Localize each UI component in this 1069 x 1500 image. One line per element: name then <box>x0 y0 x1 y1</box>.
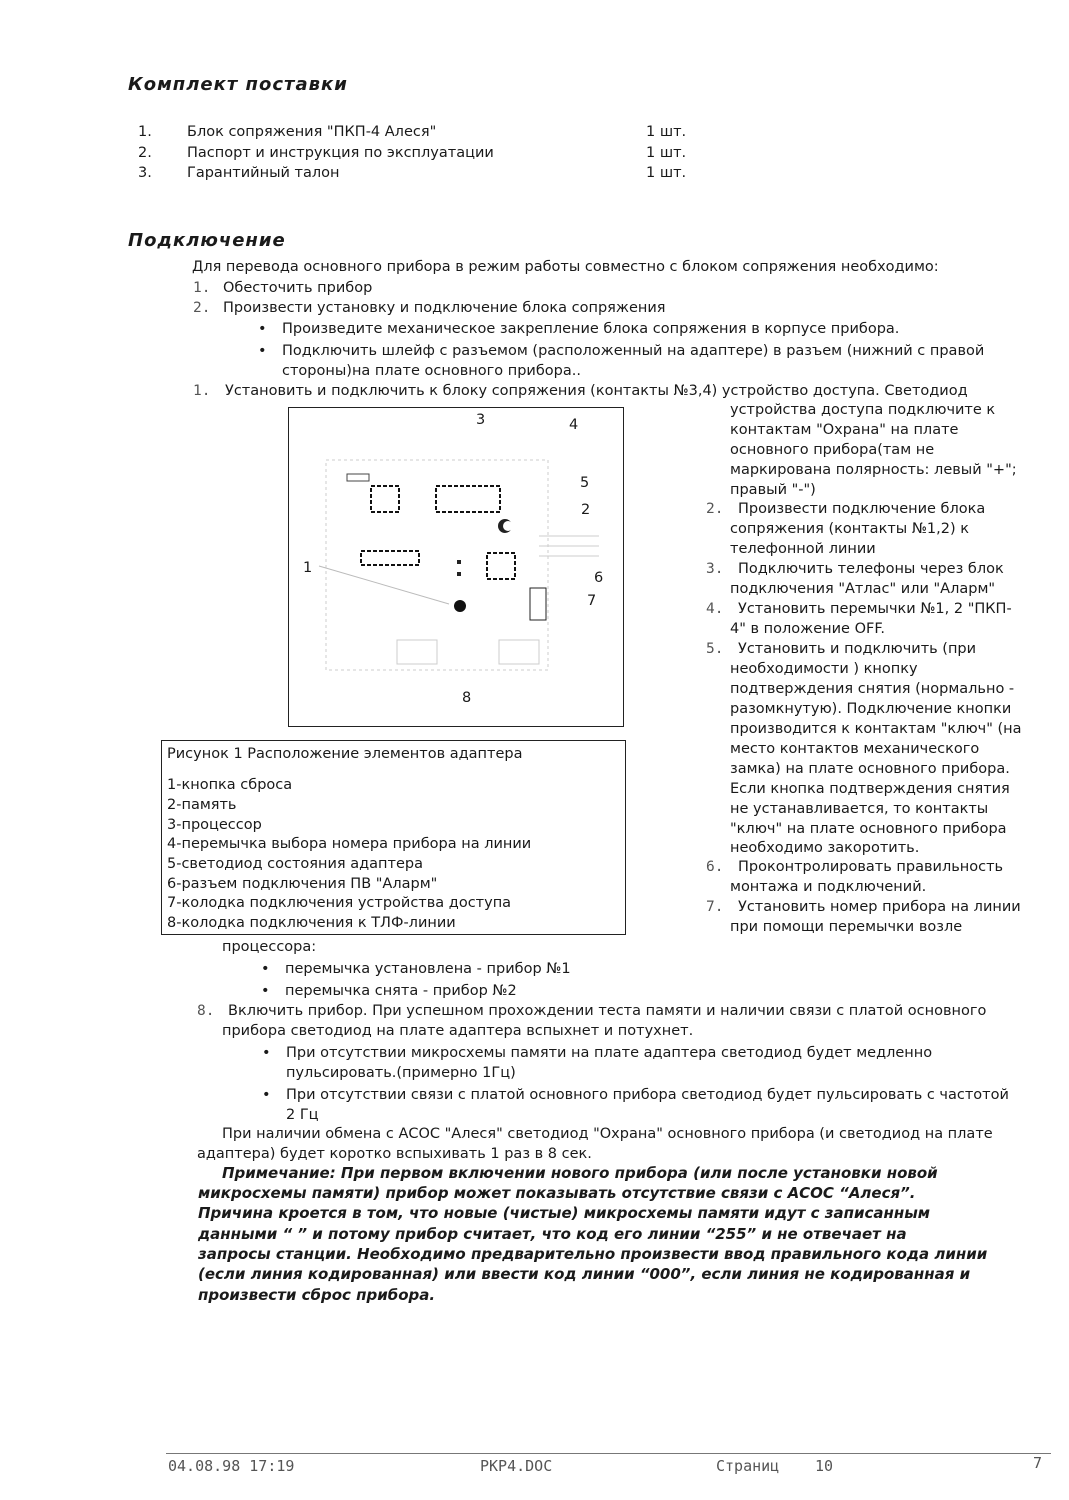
connection-intro: Для перевода основного прибора в режим работы совместно с блоком сопряжения необходимо: <box>192 259 939 275</box>
diagram-label: 8 <box>462 690 472 706</box>
diagram-label: 7 <box>587 593 597 609</box>
note-line: микросхемы памяти) прибор может показывать отсутствие связи с АСОС “Алеся”. <box>198 1184 916 1202</box>
step-text: Установить и подключить (при <box>738 641 977 657</box>
legend-item: 3-процессор <box>167 817 262 833</box>
step-text: прибора светодиод на плате адаптера вспыхнет и потухнет. <box>222 1023 694 1039</box>
step-text: разомкнутую). Подключение кнопки <box>730 701 1012 717</box>
step-text: монтажа и подключений. <box>730 879 927 895</box>
diagram-label: 5 <box>580 475 590 491</box>
bullet-item: • При отсутствии связи с платой основного прибора светодиод будет пульсировать с частотой <box>286 1085 1009 1105</box>
body-text: адаптера) будет коротко вспыхивать 1 раз в 8 сек. <box>197 1146 592 1162</box>
diagram-label: 4 <box>569 417 579 433</box>
legend-item: 2-память <box>167 797 237 813</box>
note-line: Примечание: При первом включении нового прибора (или после установки новой <box>222 1164 938 1182</box>
body-text: процессора: <box>222 939 317 955</box>
kit-section-title: Комплект поставки <box>128 74 348 95</box>
jumper-pin <box>457 560 461 564</box>
step-text: подключения "Атлас" или "Аларм" <box>730 581 996 597</box>
bullet-item: • Подключить шлейф с разъемом (расположенный на адаптере) в разъем (нижний с правой <box>282 341 984 361</box>
step-text: телефонной линии <box>730 541 876 557</box>
legend-item: 8-колодка подключения к ТЛФ-линии <box>167 915 456 931</box>
body-text: При наличии обмена с АСОС "Алеся" светодиод "Охрана" основного прибора (и светодиод на плате <box>222 1126 993 1142</box>
step-text: производится к контактам "ключ" (на <box>730 721 1022 737</box>
step-text: контактам "Охрана" на плате <box>730 422 959 438</box>
figure-legend <box>161 740 626 935</box>
step-text: основного прибора(там не <box>730 442 935 458</box>
step-text: Произвести установку и подключение блока сопряжения <box>223 300 666 316</box>
step-number: 8. <box>197 1003 215 1019</box>
memory-chip <box>371 486 399 512</box>
kit-item-name: Блок сопряжения "ПКП-4 Алеся" <box>187 124 437 140</box>
step-number: 5. <box>706 641 724 657</box>
note-line: произвести сброс прибора. <box>198 1286 436 1304</box>
step-text: Если кнопка подтверждения снятия <box>730 781 1010 797</box>
kit-item-name: Гарантийный талон <box>187 165 340 181</box>
step-number: 3. <box>706 561 724 577</box>
step-text: замка) на плате основного прибора. <box>730 761 1010 777</box>
step-text: "ключ" на плате основного прибора <box>730 821 1007 837</box>
legend-item: 4-перемычка выбора номера прибора на линии <box>167 836 532 852</box>
bullet-item-continuation: стороны)на плате основного прибора.. <box>282 363 581 379</box>
step-text: необходимости ) кнопку <box>730 661 918 677</box>
board-pad <box>499 640 539 664</box>
step-number: 4. <box>706 601 724 617</box>
jumper-block <box>347 474 369 481</box>
step-text: маркирована полярность: левый "+"; <box>730 462 1017 478</box>
board-schematic <box>289 408 622 725</box>
legend-item: 5-светодиод состояния адаптера <box>167 856 423 872</box>
step-text: Произвести подключение блока <box>738 501 986 517</box>
note-line: Причина кроется в том, что новые (чистые) микросхемы памяти идут с записанным <box>198 1204 931 1222</box>
bullet-item: • перемычка снята - прибор №2 <box>285 981 517 1001</box>
legend-item: 1-кнопка сброса <box>167 777 293 793</box>
note-line: данными “ ” и потому прибор считает, что код его линии “255” и не отвечает на <box>198 1225 907 1243</box>
access-connector <box>530 588 546 620</box>
step-text: не устанавливается, то контакты <box>730 801 989 817</box>
step-text: правый "-") <box>730 482 816 498</box>
kit-item-num: 2. <box>138 145 152 161</box>
step-text: Обесточить прибор <box>223 280 373 296</box>
step-text: Подключить телефоны через блок <box>738 561 1004 577</box>
step-text: при помощи перемычки возле <box>730 919 963 935</box>
step-number: 2. <box>193 300 211 316</box>
footer-filename: PKP4.DOC <box>480 1457 553 1475</box>
legend-item: 7-колодка подключения устройства доступа <box>167 895 512 911</box>
jumper-pin <box>457 572 461 576</box>
phone-connector <box>397 640 437 664</box>
step-text: Включить прибор. При успешном прохождении теста памяти и наличии связи с платой основного <box>228 1003 987 1019</box>
kit-item-num: 3. <box>138 165 152 181</box>
note-line: запросы станции. Необходимо предварительно произвести ввод правильного кода линии <box>198 1245 988 1263</box>
status-led-highlight <box>503 521 513 531</box>
kit-item-num: 1. <box>138 124 152 140</box>
footer-rule <box>166 1453 1051 1454</box>
step-text: сопряжения (контакты №1,2) к <box>730 521 969 537</box>
bullet-item: • Произведите механическое закрепление блока сопряжения в корпусе прибора. <box>282 319 899 339</box>
bullet-item-continuation: 2 Гц <box>286 1107 319 1123</box>
step-number: 2. <box>706 501 724 517</box>
chip-small <box>487 553 515 579</box>
adapter-board-diagram <box>288 407 624 727</box>
step-number: 7. <box>706 899 724 915</box>
diagram-label: 3 <box>476 412 486 428</box>
note-line: (если линия кодированная) или ввести код линии “000”, если линия не кодированная и <box>198 1265 971 1283</box>
step-text: Проконтролировать правильность <box>738 859 1004 875</box>
bullet-item-continuation: пульсировать.(примерно 1Гц) <box>286 1065 516 1081</box>
step-text: подтверждения снятия (нормально - <box>730 681 1015 697</box>
step-text: устройства доступа подключите к <box>730 402 996 418</box>
step-number: 6. <box>706 859 724 875</box>
diagram-label: 2 <box>581 502 591 518</box>
kit-item-qty: 1 шт. <box>646 165 687 181</box>
step-text: Установить номер прибора на линии <box>738 899 1021 915</box>
reset-button <box>454 600 466 612</box>
figure-caption: Рисунок 1 Расположение элементов адаптера <box>167 746 523 762</box>
legend-item: 6-разъем подключения ПВ "Аларм" <box>167 876 438 892</box>
pointer-line <box>319 566 449 604</box>
footer-date: 04.08.98 17:19 <box>168 1457 295 1475</box>
step-text: Установить и подключить к блоку сопряжения (контакты №3,4) устройство доступа. Светодиод <box>225 383 968 399</box>
step-text: необходимо закоротить. <box>730 840 920 856</box>
step-number: 1. <box>193 383 211 399</box>
connection-section-title: Подключение <box>128 230 286 251</box>
bullet-item: • перемычка установлена - прибор №1 <box>285 959 571 979</box>
kit-item-qty: 1 шт. <box>646 124 687 140</box>
kit-item-qty: 1 шт. <box>646 145 687 161</box>
kit-item-name: Паспорт и инструкция по эксплуатации <box>187 145 494 161</box>
bullet-item: • При отсутствии микросхемы памяти на плате адаптера светодиод будет медленно <box>286 1043 932 1063</box>
step-text: 4" в положение OFF. <box>730 621 885 637</box>
processor-chip <box>436 486 500 512</box>
footer-pages-label: Страниц <box>716 1457 780 1475</box>
diagram-label: 1 <box>303 560 313 576</box>
step-text: место контактов механического <box>730 741 980 757</box>
step-number: 1. <box>193 280 211 296</box>
footer-pages-count: 10 <box>815 1457 834 1475</box>
chip-small <box>361 551 419 565</box>
diagram-label: 6 <box>594 570 604 586</box>
step-text: Установить перемычки №1, 2 "ПКП- <box>738 601 1012 617</box>
page-number: 7 <box>1033 1454 1043 1472</box>
